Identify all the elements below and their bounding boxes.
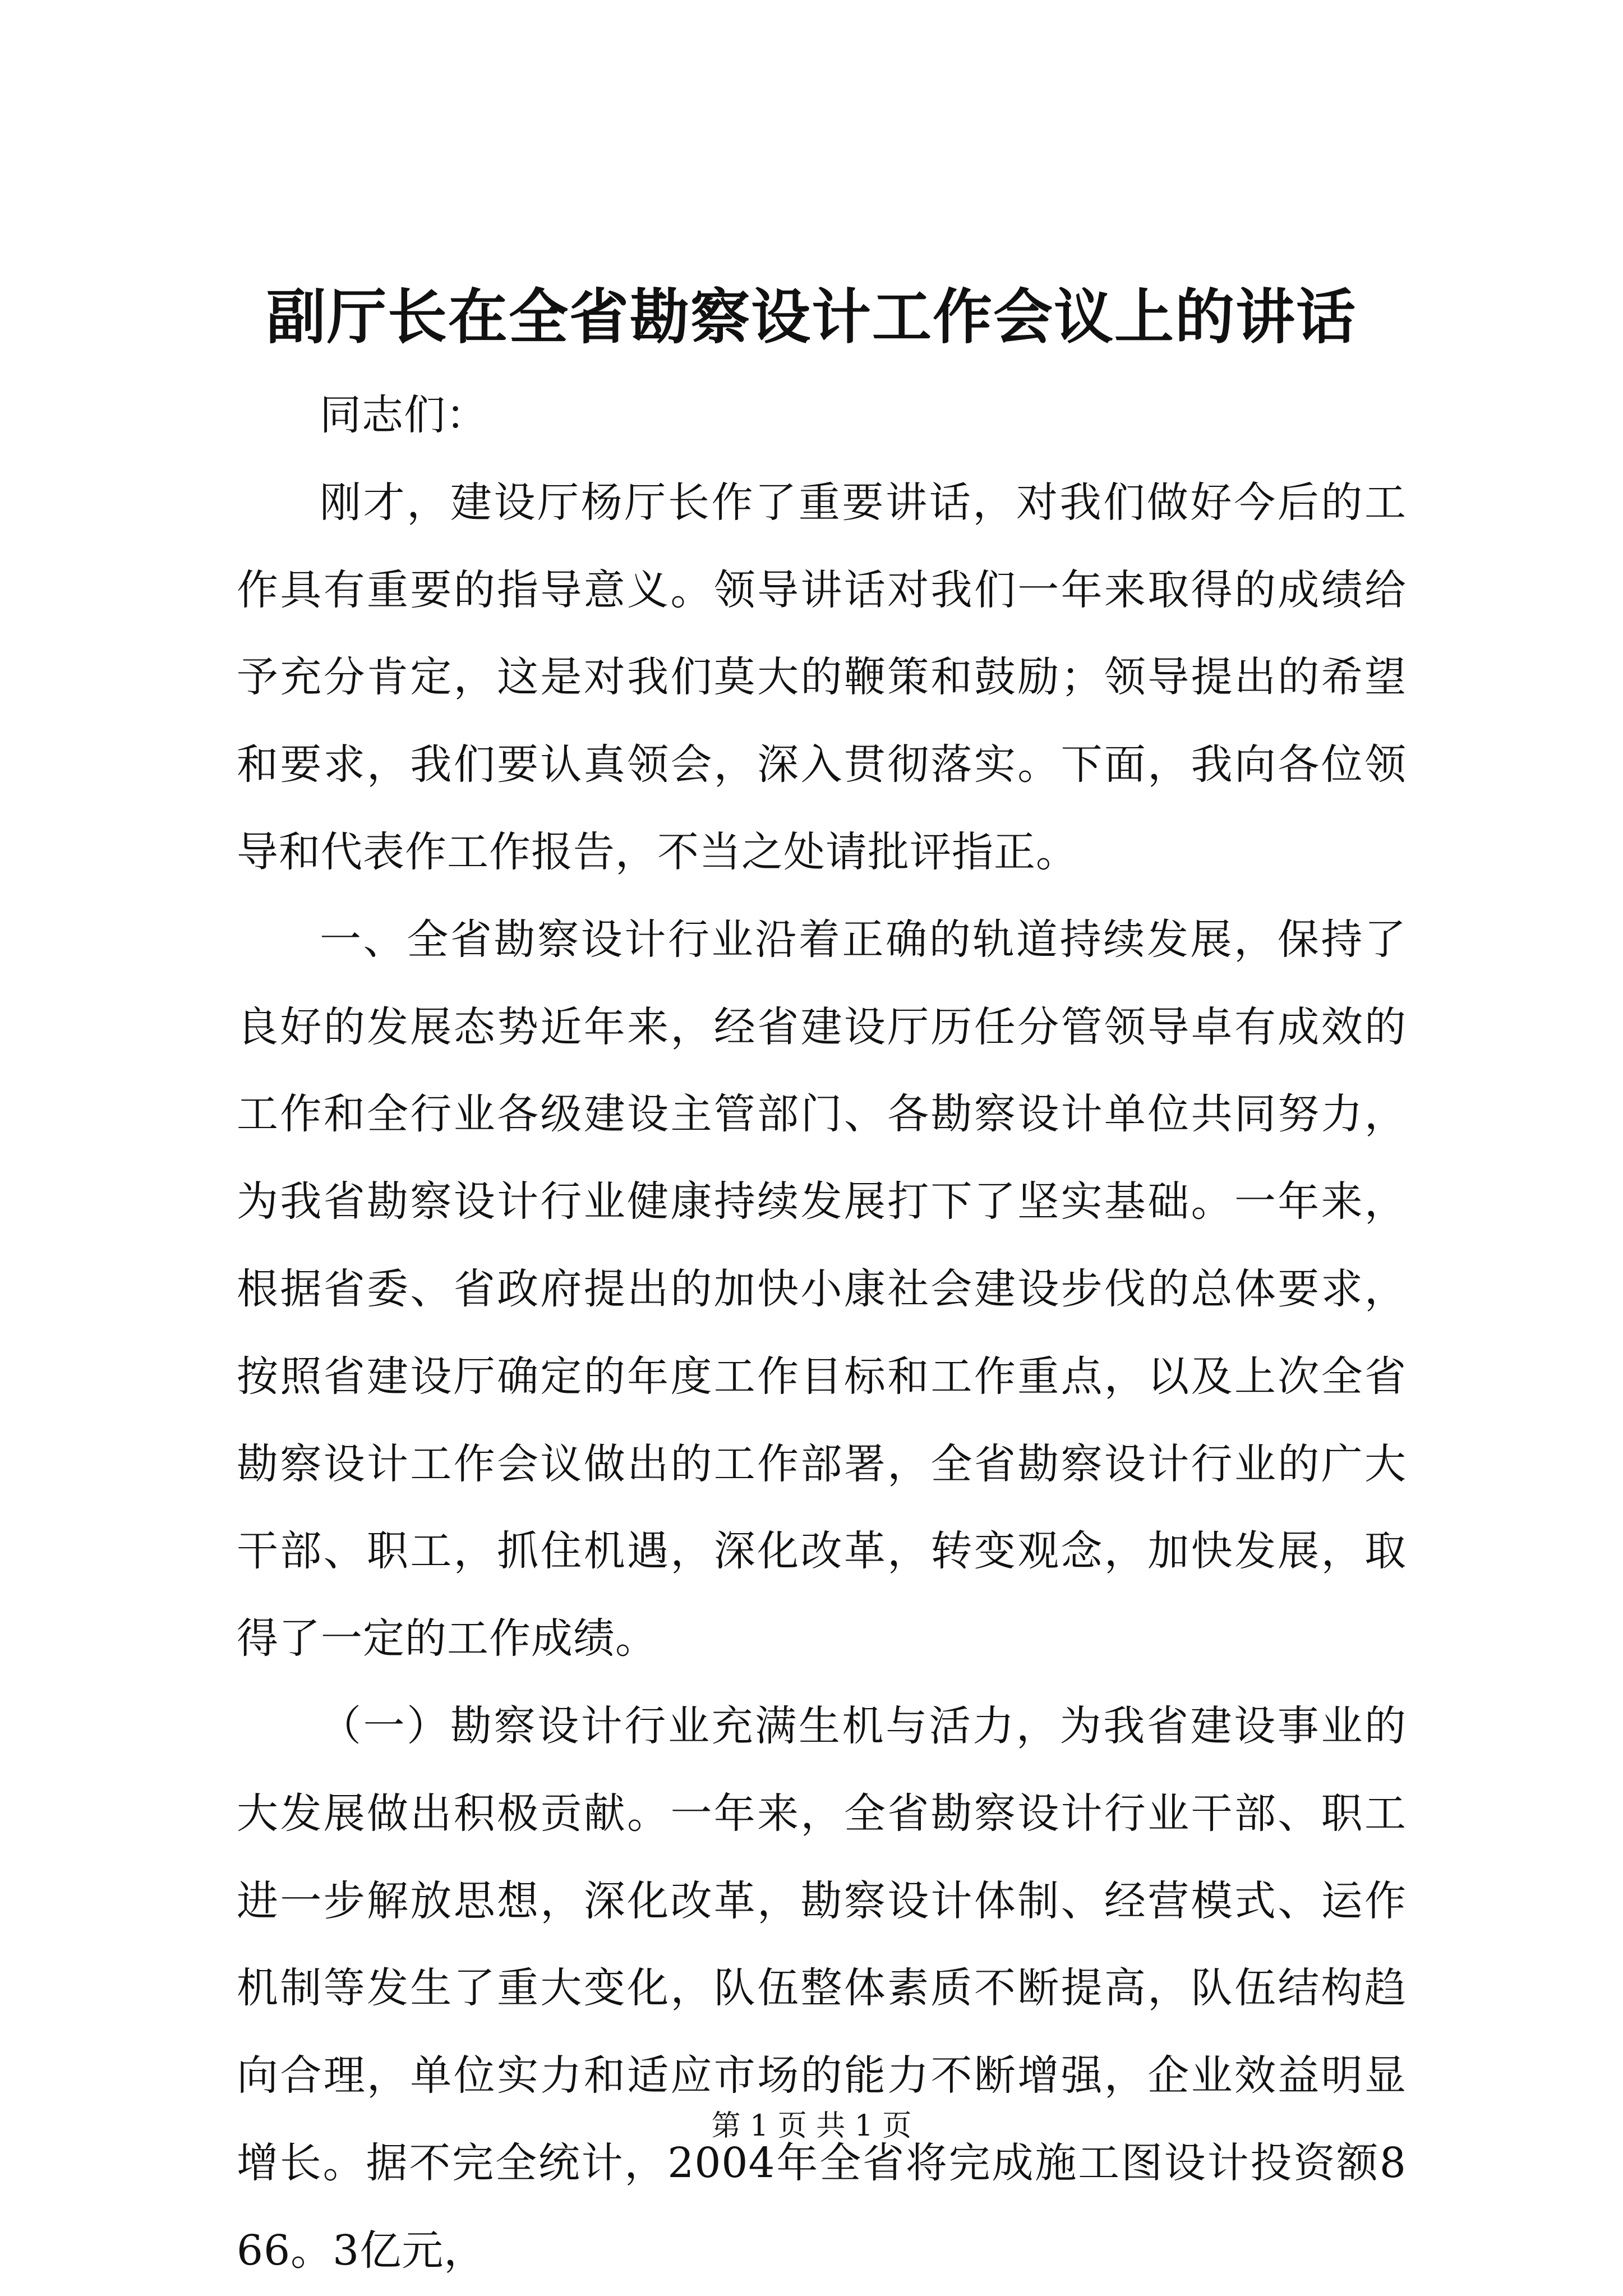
paragraph-opening: 刚才，建设厅杨厅长作了重要讲话，对我们做好今后的工作具有重要的指导意义。领导讲话对我们一年来取得的成绩给予充分肯定，这是对我们莫大的鞭策和鼓励；领导提出的希望和要求，我们要认真领会，深入贯彻落实。下面，我向各位领导和代表作工作报告，不当之处请批评指正。 (237, 478, 1407, 876)
paragraph-salutation: 同志们： (320, 391, 488, 439)
paragraph-subsection-one: （一）勘察设计行业充满生机与活力，为我省建设事业的大发展做出积极贡献。一年来，全省勘察设计行业干部、职工进一步解放思想，深化改革，勘察设计体制、经营模式、运作机制等发生了重大变化，队伍整体素质不断提高，队伍结构趋向合理，单位实力和适应市场的能力不断增强，企业效益明显增长。据不完全统计，2004年全省将完成施工图设计投资额866。3亿元， (237, 1701, 1407, 2275)
page-footer: 第 1 页 共 1 页 (711, 2109, 912, 2143)
document-body (237, 372, 1407, 2295)
paragraph-section-one: 一、全省勘察设计行业沿着正确的轨道持续发展，保持了良好的发展态势近年来，经省建设厅历任分管领导卓有成效的工作和全行业各级建设主管部门、各勘察设计单位共同努力，为我省勘察设计行业健康持续发展打下了坚实基础。一年来，根据省委、省政府提出的加快小康社会建设步伐的总体要求，按照省建设厅确定的年度工作目标和工作重点，以及上次全省勘察设计工作会议做出的工作部署，全省勘察设计行业的广大干部、职工，抓住机遇，深化改革，转变观念，加快发展，取得了一定的工作成绩。 (237, 915, 1407, 1663)
document-title: 副厅长在全省勘察设计工作会议上的讲话 (266, 282, 1357, 352)
